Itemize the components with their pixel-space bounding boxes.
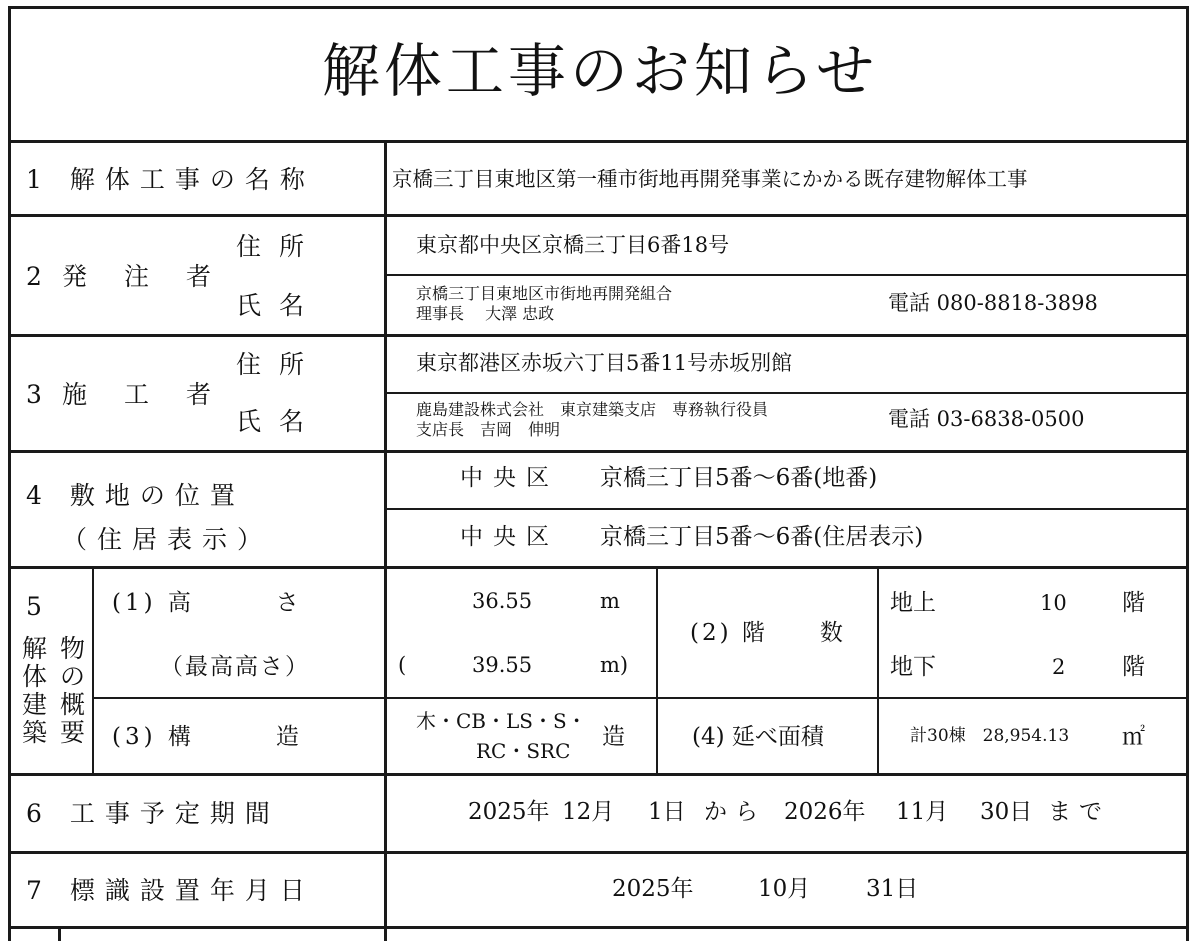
height-unit: m — [600, 589, 620, 613]
building-overview-char: 建 — [22, 690, 58, 719]
border-top — [10, 6, 1188, 9]
start-day: 1日 — [648, 799, 686, 825]
divider — [94, 697, 1188, 699]
height-label: (1) 高 さ — [112, 590, 303, 616]
floor-area-label: (4) 延べ面積 — [692, 724, 824, 750]
client-label: 発 注 者 — [62, 262, 218, 291]
floors-label: (2) 階 数 — [690, 620, 846, 646]
divider — [10, 566, 1188, 569]
end-year: 2026年 — [784, 799, 866, 825]
client-org-name: 京橋三丁目東地区市街地再開発組合 — [416, 284, 673, 303]
divider — [10, 214, 1188, 217]
start-month: 12月 — [562, 799, 615, 825]
floors-below-value: 2 — [1052, 655, 1066, 679]
page-title: 解体工事のお知らせ — [321, 37, 879, 105]
max-height-open: ( — [398, 653, 407, 677]
divider — [877, 566, 879, 775]
structure-types-line1: 木・CB・LS・S・ — [416, 709, 587, 733]
building-overview-char: 概 — [60, 690, 96, 719]
project-name-label: 1 解体工事の名称 — [26, 165, 315, 194]
contractor-address-value: 東京都港区赤坂六丁目5番11号赤坂別館 — [416, 351, 793, 375]
floor-area-unit: ㎡ — [1122, 724, 1145, 750]
contractor-phone: 電話 03-6838-0500 — [888, 407, 1085, 431]
height-value: 36.55 — [472, 589, 533, 613]
floors-above-label: 地上 — [890, 590, 936, 616]
site-location-lot: 京橋三丁目5番〜6番(地番) — [600, 465, 878, 491]
client-number: 2 — [26, 262, 52, 291]
max-height-unit: m) — [600, 653, 629, 677]
building-overview-char: 解 — [22, 634, 58, 663]
client-name-label: 氏名 — [236, 291, 323, 320]
client-phone: 電話 080-8818-3898 — [888, 291, 1098, 315]
site-residence-label: （住居表示） — [62, 525, 273, 554]
end-day: 30日 — [980, 799, 1033, 825]
building-overview-char: 物 — [60, 634, 96, 663]
contractor-label: 施 工 者 — [62, 380, 218, 409]
period-until: まで — [1048, 799, 1110, 825]
start-year: 2025年 — [468, 799, 550, 825]
building-overview-char: 要 — [60, 718, 96, 747]
max-height-value: 39.55 — [472, 653, 533, 677]
divider — [58, 926, 61, 941]
structure-label: (3) 構 造 — [112, 724, 303, 750]
floors-above-unit: 階 — [1122, 590, 1145, 616]
contractor-name-label: 氏名 — [236, 407, 323, 436]
divider — [386, 274, 1188, 276]
divider — [10, 926, 1188, 929]
floors-below-label: 地下 — [890, 654, 936, 680]
floors-below-unit: 階 — [1122, 654, 1145, 680]
project-name-value: 京橋三丁目東地区第一種市街地再開発事業にかかる既存建物解体工事 — [392, 167, 1028, 191]
divider — [384, 140, 387, 941]
building-overview-char: 築 — [22, 718, 58, 747]
divider — [656, 566, 658, 775]
contractor-number: 3 — [26, 380, 52, 409]
site-ward-lot: 中央区 — [460, 465, 559, 491]
client-representative: 理事長 大澤 忠政 — [416, 304, 555, 323]
divider — [386, 392, 1188, 394]
building-overview-char: 体 — [22, 662, 58, 691]
divider — [10, 773, 1188, 776]
sign-date-month: 10月 — [758, 876, 811, 902]
construction-period-label: 6 工事予定期間 — [26, 799, 280, 828]
contractor-representative: 支店長 吉岡 伸明 — [416, 420, 561, 439]
building-overview-char: の — [60, 662, 96, 691]
building-overview-number: 5 — [26, 592, 52, 621]
divider — [10, 140, 1188, 143]
divider — [386, 508, 1188, 510]
client-address-label: 住所 — [236, 232, 323, 261]
floors-above-value: 10 — [1040, 591, 1067, 615]
end-month: 11月 — [896, 799, 949, 825]
divider — [10, 450, 1188, 453]
contractor-company-name: 鹿島建設株式会社 東京建築支店 専務執行役員 — [416, 400, 769, 419]
border-left — [8, 6, 11, 941]
max-height-label: （最高高さ） — [160, 654, 310, 680]
border-right — [1186, 6, 1189, 941]
structure-types-line2: RC・SRC — [476, 739, 571, 763]
site-ward-residence: 中央区 — [460, 524, 559, 550]
period-from: から — [704, 799, 766, 825]
sign-date-year: 2025年 — [612, 876, 694, 902]
site-location-label: 4 敷地の位置 — [26, 481, 245, 510]
sign-date-day: 31日 — [866, 876, 919, 902]
contractor-address-label: 住所 — [236, 350, 323, 379]
client-address-value: 東京都中央区京橋三丁目6番18号 — [416, 233, 730, 257]
divider — [10, 851, 1188, 854]
divider — [10, 334, 1188, 337]
sign-date-label: 7 標識設置年月日 — [26, 876, 315, 905]
site-location-residence: 京橋三丁目5番〜6番(住居表示) — [600, 524, 924, 550]
floor-area-value: 計30棟 28,954.13 — [910, 726, 1070, 746]
structure-suffix: 造 — [602, 724, 625, 750]
